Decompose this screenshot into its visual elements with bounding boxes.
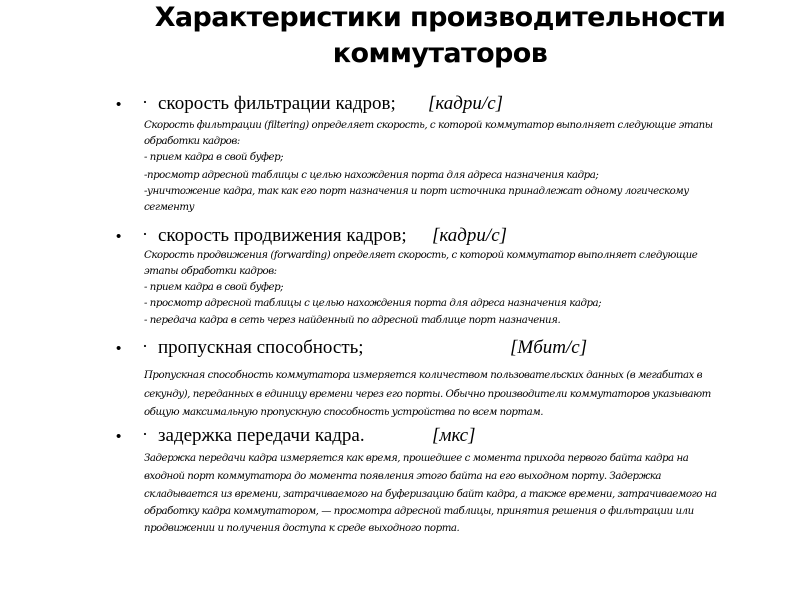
desc-line: Скорость продвижения (forwarding) определяет скорость, с которой коммутатор выполняет следующие xyxy=(144,250,698,261)
desc-line: -уничтожение кадра, так как его порт назначения и порт источника принадлежат одному логическому xyxy=(144,186,689,197)
item-heading: пропускная способность; xyxy=(158,337,364,358)
item-unit: [мкс] xyxy=(432,425,476,446)
desc-line: обработки кадров: xyxy=(144,136,240,147)
desc-line: Скорость фильтрации (filtering) определяет скорость, с которой коммутатор выполняет следующие этапы xyxy=(144,120,713,131)
item-heading: скорость продвижения кадров; xyxy=(158,225,407,246)
desc-line: общую максимальную пропускную способность устройства по всем портам. xyxy=(144,407,544,418)
desc-line: - прием кадра в свой буфер; xyxy=(144,282,284,293)
item-heading: задержка передачи кадра. xyxy=(158,425,365,446)
slide-title-line-1: Характеристики производительности xyxy=(154,2,726,33)
sub-bullet-icon: · xyxy=(142,336,148,356)
sub-bullet-icon: · xyxy=(142,424,148,444)
bullet-icon: • xyxy=(116,228,122,245)
desc-line: складывается из времени, затрачиваемого на буферизацию байт кадра, а также времени, затрачиваемого на xyxy=(144,489,717,500)
item-unit: [кадри/с] xyxy=(428,93,504,114)
desc-line: обработку кадра коммутатором, — просмотра адресной таблицы, принятия решения о фильтрации или xyxy=(144,506,694,517)
desc-line: входной порт коммутатора до момента появления этого байта на его выходном порту. Задержка xyxy=(144,471,661,482)
desc-line: - просмотр адресной таблицы с целью нахождения порта для адреса назначения кадра; xyxy=(144,298,602,309)
desc-line: Задержка передачи кадра измеряется как время, прошедшее с момента прихода первого байта кадра на xyxy=(144,453,689,464)
desc-line: продвижении и получения доступа к среде выходного порта. xyxy=(144,523,460,534)
sub-bullet-icon: · xyxy=(142,224,148,244)
bullet-icon: • xyxy=(116,340,122,357)
item-heading: скорость фильтрации кадров; xyxy=(158,93,396,114)
desc-line: этапы обработки кадров: xyxy=(144,266,277,277)
bullet-icon: • xyxy=(116,96,122,113)
slide-title-line-2: коммутаторов xyxy=(332,38,548,69)
sub-bullet-icon: · xyxy=(142,92,148,112)
desc-line: секунду), переданных в единицу времени через его порты. Обычно производители коммутаторов указывают xyxy=(144,389,711,400)
desc-line: сегменту xyxy=(144,202,195,213)
desc-line: - передача кадра в сеть через найденный по адресной таблице порт назначения. xyxy=(144,315,561,326)
desc-line: Пропускная способность коммутатора измеряется количеством пользовательских данных (в мегабитах в xyxy=(144,370,703,381)
desc-line: - прием кадра в свой буфер; xyxy=(144,152,284,163)
item-unit: [Мбит/с] xyxy=(510,337,588,358)
item-unit: [кадри/с] xyxy=(432,225,508,246)
desc-line: -просмотр адресной таблицы с целью нахождения порта для адреса назначения кадра; xyxy=(144,170,599,181)
bullet-icon: • xyxy=(116,428,122,445)
